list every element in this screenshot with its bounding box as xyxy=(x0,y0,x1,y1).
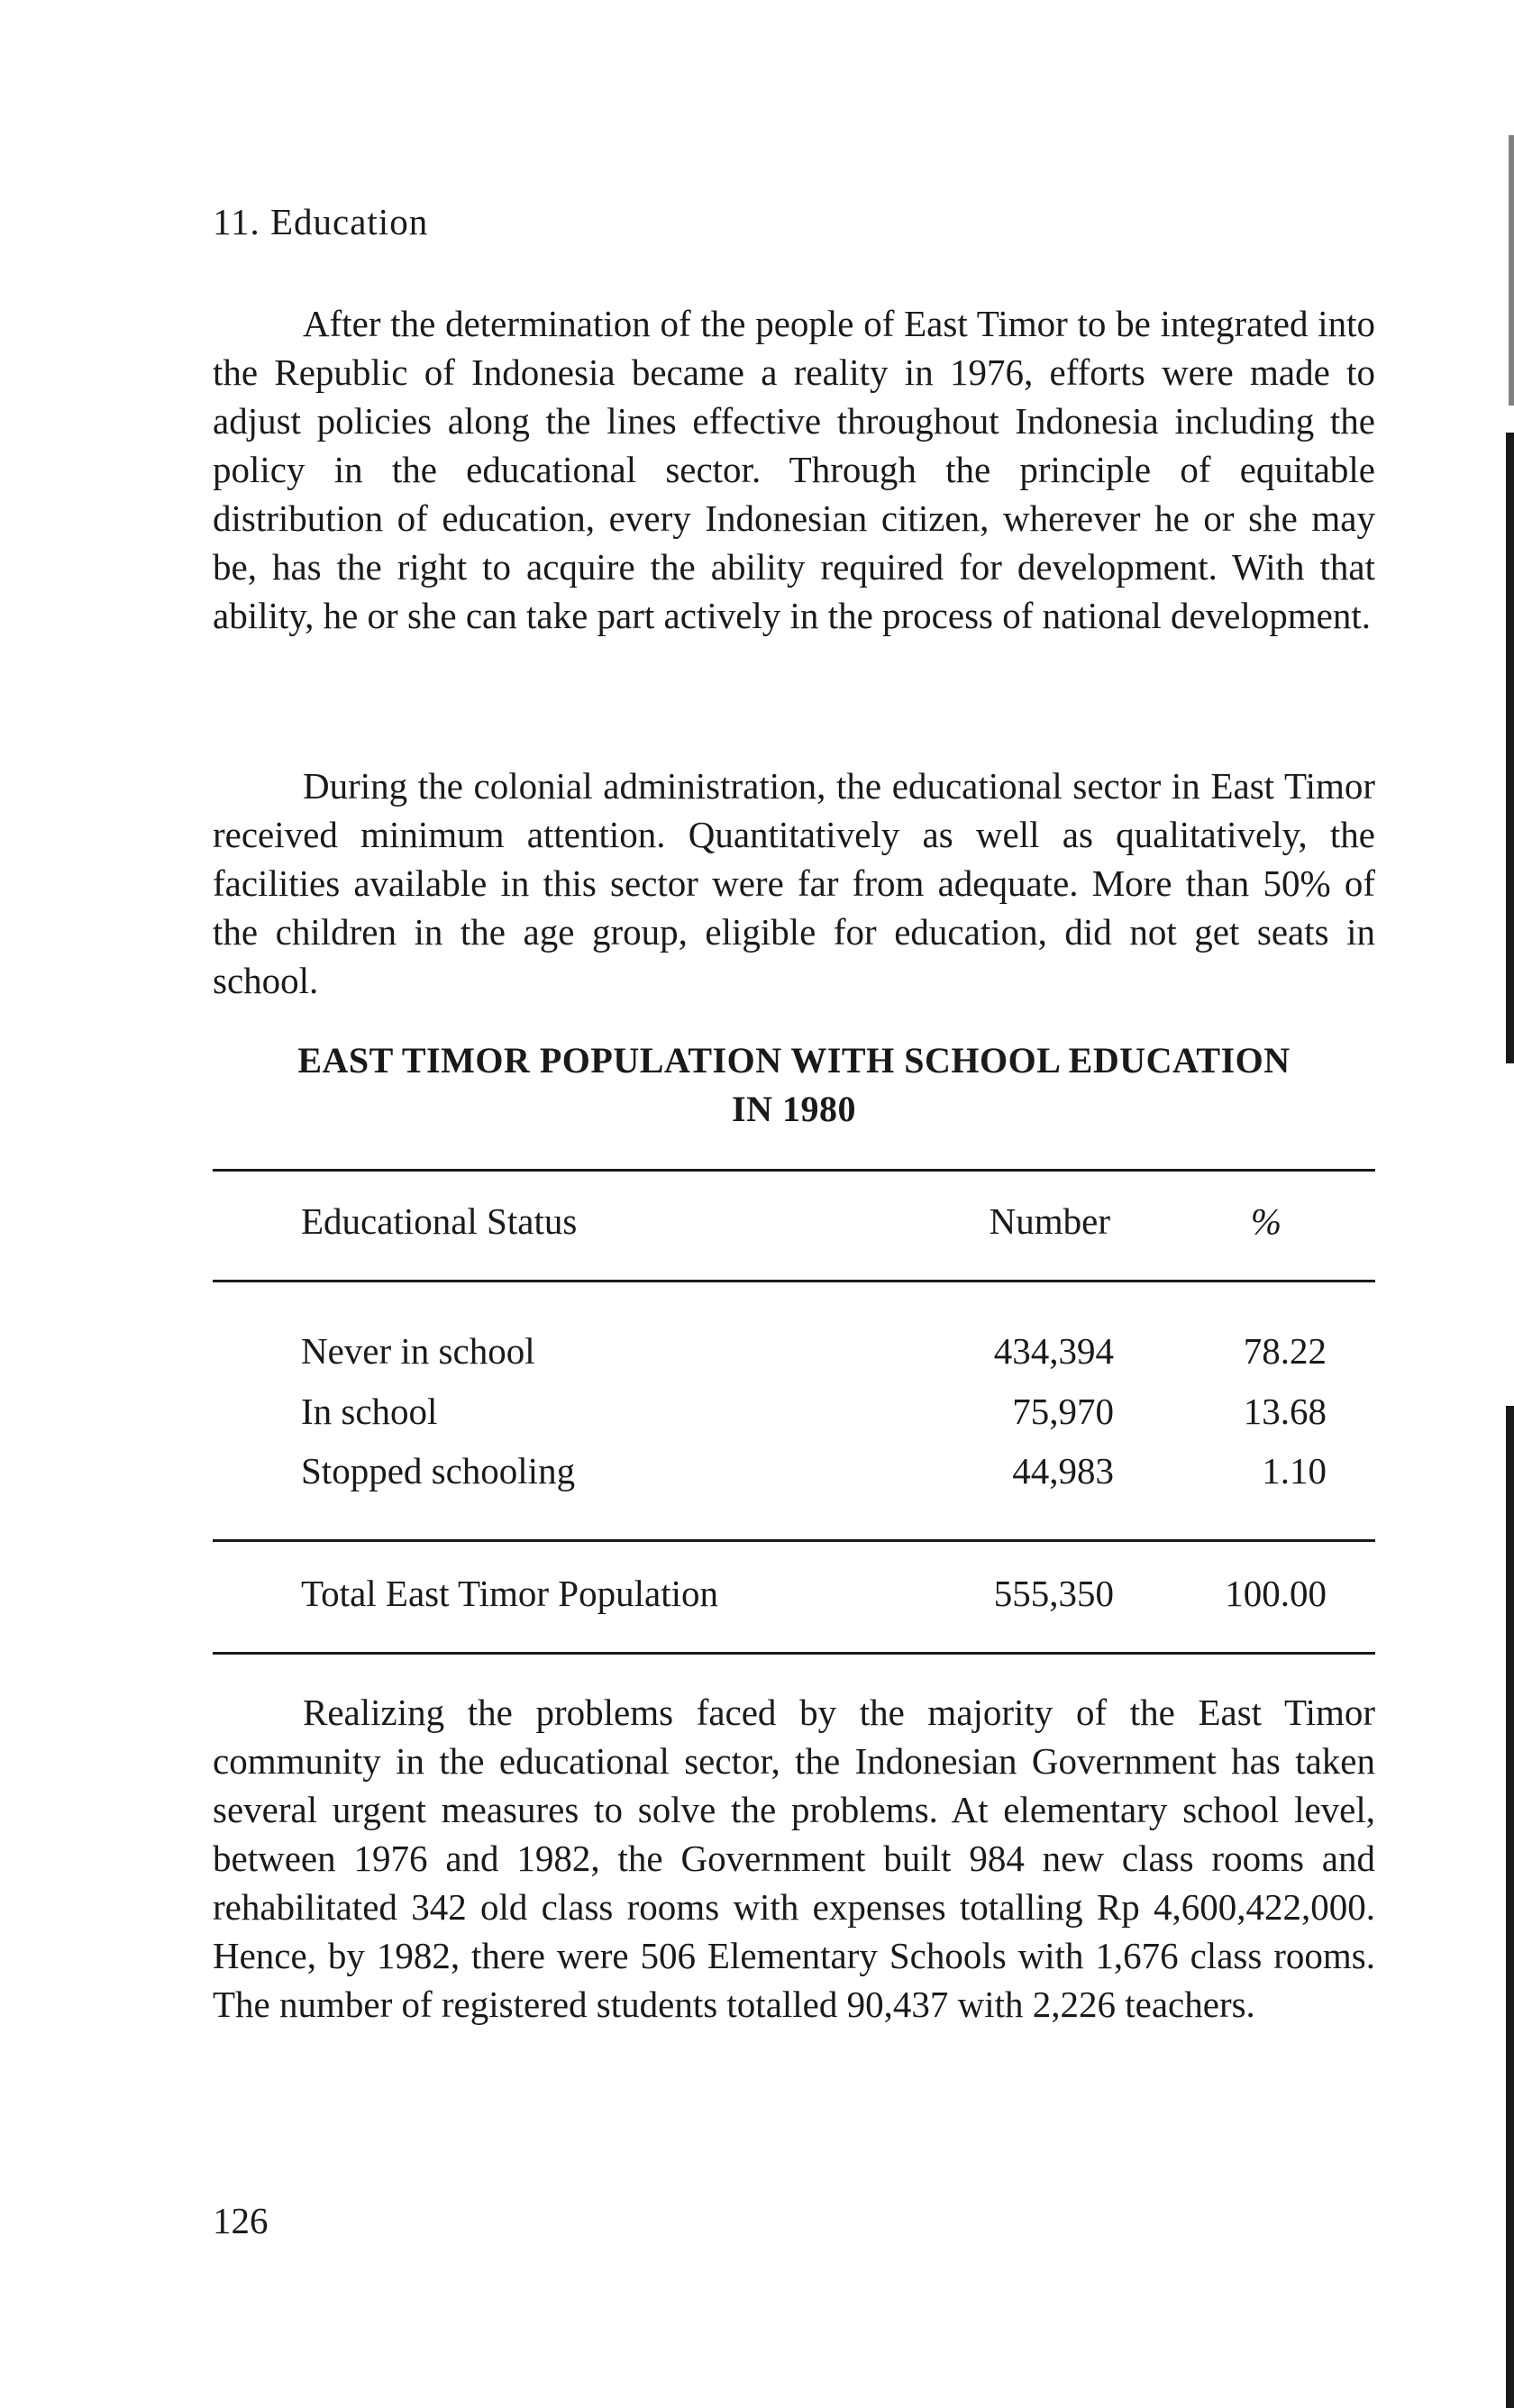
total-status: Total East Timor Population xyxy=(301,1573,718,1614)
row-number: 75,970 xyxy=(1012,1391,1114,1432)
table-title-line-2: IN 1980 xyxy=(732,1089,856,1129)
table-row xyxy=(0,1327,1514,1375)
row-percent: 13.68 xyxy=(1243,1391,1327,1432)
row-status: Never in school xyxy=(301,1330,535,1372)
scan-edge-shadow xyxy=(1509,135,1514,406)
scan-edge-shadow xyxy=(1506,1406,1514,2408)
table-bottom-rule xyxy=(213,1652,1375,1655)
paragraph-integration: After the determination of the people of East Timor to be integrated into the Republic of Indonesia became a reality in 1976, efforts were made to adjust policies along the lines effective throughout Indonesia including the policy in the educational sector. Through the principle of equitable distribution of education, every Indonesian citizen, wherever he or she may be, has the right to acquire the ability required for development. With that ability, he or she can take part actively in the process of national development. xyxy=(213,303,1375,636)
total-number: 555,350 xyxy=(993,1573,1114,1614)
row-percent: 1.10 xyxy=(1262,1450,1327,1491)
section-heading: 11. Education xyxy=(213,201,429,242)
table-top-rule xyxy=(213,1169,1375,1172)
row-status: Stopped schooling xyxy=(301,1450,576,1491)
row-number: 44,983 xyxy=(1012,1450,1114,1491)
scan-edge-shadow xyxy=(1506,433,1514,1063)
table-title-line-1: EAST TIMOR POPULATION WITH SCHOOL EDUCATION xyxy=(297,1040,1291,1081)
table-header-rule xyxy=(213,1280,1375,1282)
header-status: Educational Status xyxy=(301,1200,578,1242)
header-percent: % xyxy=(1250,1200,1281,1242)
page-number: 126 xyxy=(213,2200,269,2241)
table-row xyxy=(0,1387,1514,1436)
header-number: Number xyxy=(989,1200,1110,1242)
table-row xyxy=(0,1446,1514,1495)
table-title xyxy=(213,1036,1375,1134)
table-total-rule xyxy=(213,1539,1375,1542)
table-total-row xyxy=(0,1569,1514,1618)
total-percent: 100.00 xyxy=(1225,1573,1327,1614)
row-number: 434,394 xyxy=(993,1330,1114,1372)
paragraph-measures: Realizing the problems faced by the majority of the East Timor community in the educational sector, the Indonesian Government has taken several urgent measures to solve the problems. At elementary school level, between 1976 and 1982, the Government built 984 new class rooms and rehabilitated 342 old class rooms with expenses totalling Rp 4,600,422,000. Hence, by 1982, there were 506 Elementary Schools with 1,676 class rooms. The number of registered students totalled 90,437 with 2,226 teachers. xyxy=(213,1692,1375,2025)
paragraph-colonial: During the colonial administration, the educational sector in East Timor received minimum attention. Quantitatively as well as qualitatively, the facilities available in this sector were far from adequate. More than 50% of the children in the age group, eligible for education, did not get seats in school. xyxy=(213,765,1375,1001)
row-status: In school xyxy=(301,1391,438,1432)
row-percent: 78.22 xyxy=(1243,1330,1327,1372)
table-header-row xyxy=(0,1197,1514,1245)
